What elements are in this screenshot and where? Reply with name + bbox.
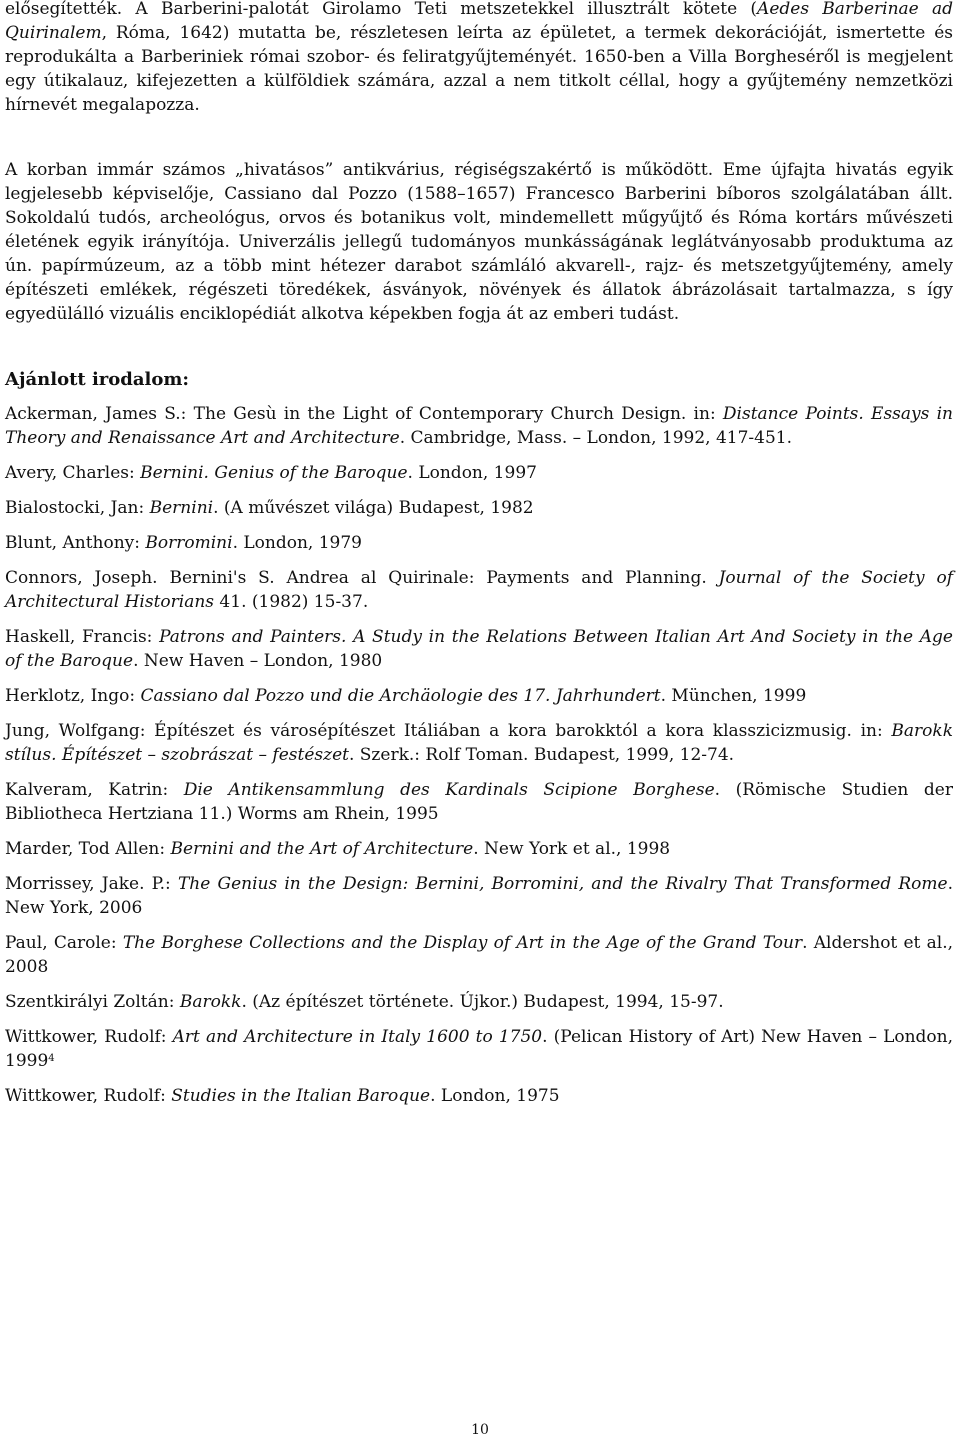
italic-text: Journal of the Society of Architectural Historians — [5, 568, 953, 612]
text-run: Jung, Wolfgang: Építészet és városépítészet Itáliában a kora barokktól a kora klasszicizmusig. in: — [5, 721, 892, 741]
reference-item — [5, 990, 953, 1014]
reference-item — [5, 1025, 953, 1073]
text-run: Marder, Tod Allen: — [5, 839, 171, 859]
reference-item — [5, 496, 953, 520]
reference-item — [5, 931, 953, 979]
text-run: . (Az építészet története. Újkor.) Budapest, 1994, 15-97. — [241, 992, 724, 1012]
italic-text: Studies in the Italian Baroque — [171, 1086, 431, 1106]
text-run: . London, 1979 — [232, 533, 362, 553]
text-run: Szentkirályi Zoltán: — [5, 992, 180, 1012]
italic-text: Bernini. Genius of the Baroque — [140, 463, 408, 483]
page-number: 10 — [471, 1422, 489, 1438]
reference-item — [5, 1084, 953, 1108]
reference-item — [5, 837, 953, 861]
reference-item — [5, 719, 953, 767]
body-paragraph-2 — [5, 158, 953, 326]
text-run: . London, 1975 — [430, 1086, 560, 1106]
italic-text: Distance Points. Essays in Theory and Renaissance Art and Architecture — [5, 404, 953, 448]
italic-text: Aedes Barberinae ad Quirinalem — [5, 0, 953, 43]
text-run: Haskell, Francis: — [5, 627, 160, 647]
text-run: A korban immár számos „hivatásos” antikvárius, régiségszakértő is működött. Eme újfajta hivatás egyik legjelesebb képviselője, Cassiano dal Pozzo (1588–1657) Francesco Barberini bíboros szolgálatában állt. Sokoldalú tudós, archeológus, orvos és botanikus volt, mindemellett műgyűjtő és Róma kortárs művészeti életének egyik irányítója. Univerzális jellegű tudományos munkásságának leglátványosabb produktuma az ún. papírmúzeum, az a több mint hétezer darabot számláló akvarell-, rajz- és metszetgyűjtemény, amely építészeti emlékek, régészeti töredékek, ásványok, növények és állatok ábrázolásait tartalmazza, s így egyedülálló vizuális enciklopédiát alkotva képekben fogja át az emberi tudást. — [5, 160, 953, 324]
reference-item — [5, 566, 953, 614]
text-run: elősegítették. A Barberini-palotát Girolamo Teti metszetekkel illusztrált kötete ( — [5, 0, 758, 19]
text-run: Avery, Charles: — [5, 463, 141, 483]
text-run: Kalveram, Katrin: — [5, 780, 184, 800]
text-run: Wittkower, Rudolf: — [5, 1027, 173, 1047]
italic-text: Cassiano dal Pozzo und die Archäologie des 17. Jahrhundert — [140, 686, 661, 706]
italic-text: The Genius in the Design: Bernini, Borromini, and the Rivalry That Transformed Rome — [177, 874, 948, 894]
reference-item — [5, 778, 953, 826]
text-run: Paul, Carole: — [5, 933, 123, 953]
body-paragraph-1 — [5, 0, 953, 117]
text-run: , Róma, 1642) mutatta be, részletesen leírta az épületet, a termek dekorációját, ismertette és reprodukálta a Barberiniek római szobor- és feliratgyűjteményét. 1650-ben a Villa Borgheséről is megjelent egy útikalauz, kifejezetten a külföldiek számára, azzal a nem titkolt céllal, hogy a gyűjtemény nemzetközi hírnevét megalapozza. — [5, 23, 953, 115]
text-run: . (Römische Studien der Bibliotheca Hertziana 11.) Worms am Rhein, 1995 — [5, 780, 953, 824]
text-run: . London, 1997 — [407, 463, 537, 483]
reference-item — [5, 531, 953, 555]
text-run: Connors, Joseph. Bernini's S. Andrea al Quirinale: Payments and Planning. — [5, 568, 719, 588]
superscript-text: 4 — [48, 1053, 55, 1064]
text-run: . Aldershot et al., 2008 — [5, 933, 953, 977]
text-run: Ackerman, James S.: The Gesù in the Light of Contemporary Church Design. in: — [5, 404, 723, 424]
reference-item — [5, 402, 953, 450]
text-run: . Cambridge, Mass. – London, 1992, 417-451. — [399, 428, 792, 448]
text-run: . (Pelican History of Art) New Haven – London, 1999 — [5, 1027, 954, 1071]
reference-item — [5, 684, 953, 708]
italic-text: Patrons and Painters. A Study in the Relations Between Italian Art And Society in the Age of the Baroque — [5, 627, 953, 671]
reading-list — [5, 402, 953, 1119]
text-run: . New York et al., 1998 — [473, 839, 671, 859]
reference-item — [5, 461, 953, 485]
text-run: Wittkower, Rudolf: — [5, 1086, 172, 1106]
italic-text: Die Antikensammlung des Kardinals Scipione Borghese — [183, 780, 715, 800]
text-run: 41. (1982) 15-37. — [214, 592, 369, 612]
text-run: Herklotz, Ingo: — [5, 686, 141, 706]
reference-item — [5, 625, 953, 673]
italic-text: Borromini — [145, 533, 233, 553]
italic-text: Bernini and the Art of Architecture — [170, 839, 474, 859]
italic-text: Barokk — [179, 992, 242, 1012]
text-run: Morrissey, Jake. P.: — [5, 874, 178, 894]
italic-text: The Borghese Collections and the Display of Art in the Age of the Grand Tour — [122, 933, 803, 953]
text-run: . New Haven – London, 1980 — [133, 651, 383, 671]
italic-text: Art and Architecture in Italy 1600 to 1750 — [172, 1027, 543, 1047]
text-run: Blunt, Anthony: — [5, 533, 146, 553]
reading-list-heading: Ajánlott irodalom: — [5, 369, 190, 390]
reference-item — [5, 872, 953, 920]
text-run: . New York, 2006 — [5, 874, 953, 918]
text-run: . München, 1999 — [660, 686, 807, 706]
italic-text: Barokk stílus. Építészet – szobrászat – festészet — [5, 721, 953, 765]
text-run: . (A művészet világa) Budapest, 1982 — [213, 498, 534, 518]
italic-text: Bernini — [149, 498, 214, 518]
text-run: Bialostocki, Jan: — [5, 498, 150, 518]
text-run: . Szerk.: Rolf Toman. Budapest, 1999, 12-74. — [348, 745, 735, 765]
